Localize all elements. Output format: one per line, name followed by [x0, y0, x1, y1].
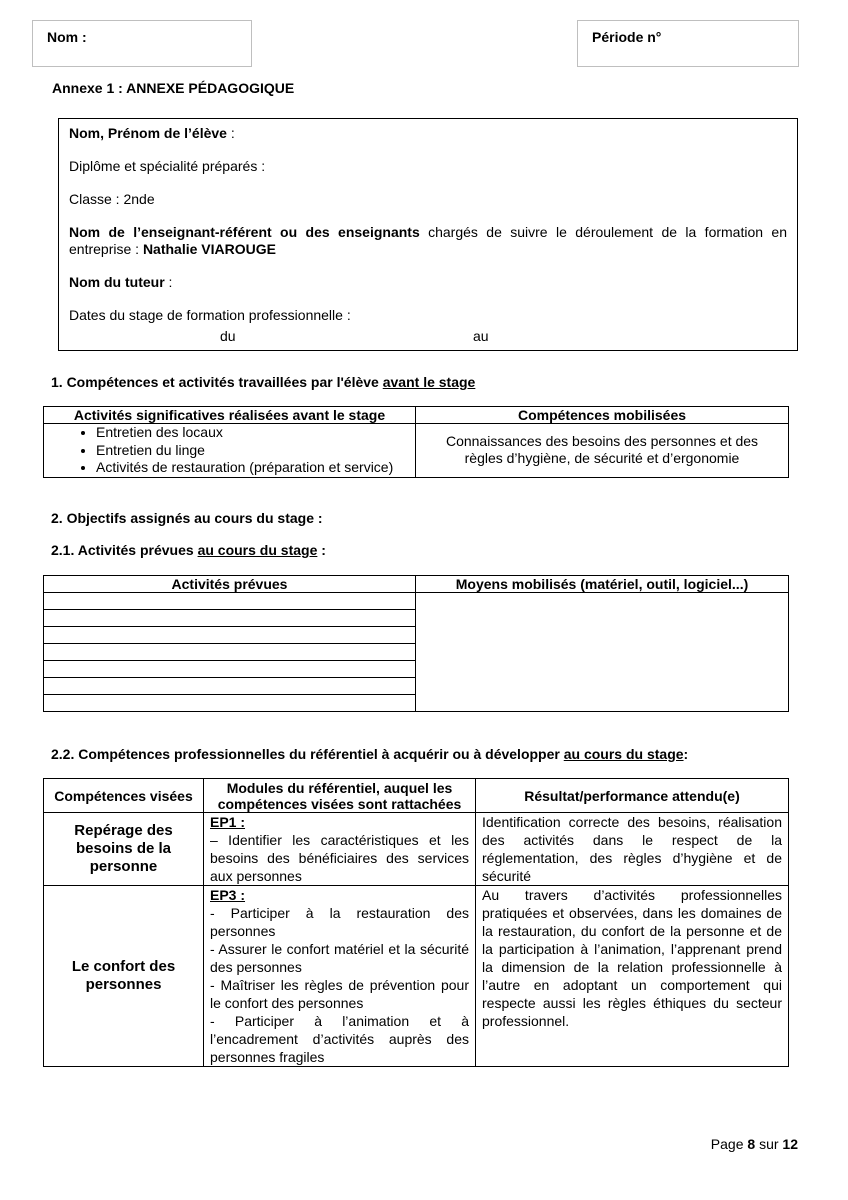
- table-row[interactable]: [44, 678, 416, 695]
- table-row: [44, 886, 789, 1067]
- module-item: – Identifier les caractéristiques et les besoins des bénéficiaires des services aux personnes: [210, 832, 469, 884]
- section2-1-title: 2.1. Activités prévues au cours du stage :: [51, 542, 326, 558]
- classe-line: Classe : 2nde: [69, 191, 155, 207]
- enseignant-name: Nathalie VIAROUGE: [142, 241, 276, 257]
- col-activities-before: Activités significatives réalisées avant le stage: [44, 407, 416, 424]
- dates-line: Dates du stage de formation professionnelle :: [69, 307, 351, 323]
- moyens-cell[interactable]: [416, 593, 789, 712]
- col-modules: Modules du référentiel, auquel les compétences visées sont rattachées: [204, 779, 476, 813]
- planned-activities-table: [43, 575, 789, 712]
- table-row[interactable]: [44, 627, 416, 644]
- section2-title: 2. Objectifs assignés au cours du stage :: [51, 510, 323, 526]
- module-code: EP3 :: [210, 887, 246, 903]
- nom-box: [32, 20, 252, 67]
- module-cell: [204, 886, 476, 1067]
- col-resultat: Résultat/performance attendu(e): [476, 779, 789, 813]
- dates-du: du: [220, 328, 236, 344]
- module-code: EP1 :: [210, 814, 246, 830]
- periode-box: [577, 20, 799, 67]
- section2-2-title: 2.2. Compétences professionnelles du référentiel à acquérir ou à développer au cours du stage:: [51, 746, 689, 762]
- student-info-box: [58, 118, 798, 351]
- table-row[interactable]: [44, 593, 416, 610]
- eleve-label: Nom, Prénom de l’élève: [69, 125, 227, 141]
- activities-list: [44, 424, 415, 477]
- dates-range: [69, 328, 787, 345]
- competences-cell: Connaissances des besoins des personnes et des règles d’hygiène, de sécurité et d’ergonomie: [416, 424, 789, 478]
- dates-au: au: [473, 328, 489, 344]
- nom-label: Nom :: [47, 29, 87, 45]
- activities-before-table: [43, 406, 789, 478]
- table-row[interactable]: [44, 695, 416, 712]
- col-activites-prevues: Activités prévues: [44, 576, 416, 593]
- page-number: Page 8 sur 12: [710, 1136, 798, 1152]
- activities-list-cell: [44, 424, 416, 478]
- section1-title: 1. Compétences et activités travaillées par l'élève avant le stage: [51, 374, 476, 390]
- module-cell: [204, 813, 476, 886]
- list-item: • Activités de restauration (préparation et service): [96, 459, 415, 477]
- resultat-cell: Au travers d’activités professionnelles pratiquées et observées, dans les domaines de la restauration, du confort de la personne et de la participation à l’animation, l’apprenant prend la dimension de la relation professionnelle à l’autre en adoptant un comportement qui respecte aussi les règles éthiques du secteur professionnel.: [476, 886, 789, 1067]
- periode-label: Période n°: [592, 29, 662, 45]
- module-item: - Assurer le confort matériel et la sécurité des personnes: [210, 941, 469, 975]
- module-item: - Maîtriser les règles de prévention pour le confort des personnes: [210, 977, 469, 1011]
- list-item: • Entretien du linge: [96, 442, 415, 460]
- col-competences-visees: Compétences visées: [44, 779, 204, 813]
- resultat-cell: Identification correcte des besoins, réalisation des activités dans le respect de la réglementation, des règles d’hygiène et de sécurité: [476, 813, 789, 886]
- competence-cell: Repérage des besoins de la personne: [44, 813, 204, 886]
- tuteur-line: Nom du tuteur :: [69, 274, 173, 290]
- module-item: - Participer à l’animation et à l’encadrement d’activités auprès des personnes fragiles: [210, 1013, 469, 1065]
- col-moyens-mobilises: Moyens mobilisés (matériel, outil, logiciel...): [416, 576, 789, 593]
- competence-cell: Le confort des personnes: [44, 886, 204, 1067]
- page-title: Annexe 1 : ANNEXE PÉDAGOGIQUE: [52, 80, 295, 96]
- col-competences-mobilisees: Compétences mobilisées: [416, 407, 789, 424]
- competences-table: [43, 778, 789, 1067]
- list-item: • Entretien des locaux: [96, 424, 415, 442]
- diplome-line: Diplôme et spécialité préparés :: [69, 158, 266, 174]
- table-row[interactable]: [44, 610, 416, 627]
- table-row: [44, 813, 789, 886]
- table-row[interactable]: [44, 644, 416, 661]
- table-row[interactable]: [44, 661, 416, 678]
- eleve-line: Nom, Prénom de l’élève :: [69, 125, 235, 141]
- enseignant-line: Nom de l’enseignant-référent ou des enseignants chargés de suivre le déroulement de la formation en entreprise : Nathalie VIAROUGE: [69, 224, 787, 257]
- module-item: - Participer à la restauration des personnes: [210, 905, 469, 939]
